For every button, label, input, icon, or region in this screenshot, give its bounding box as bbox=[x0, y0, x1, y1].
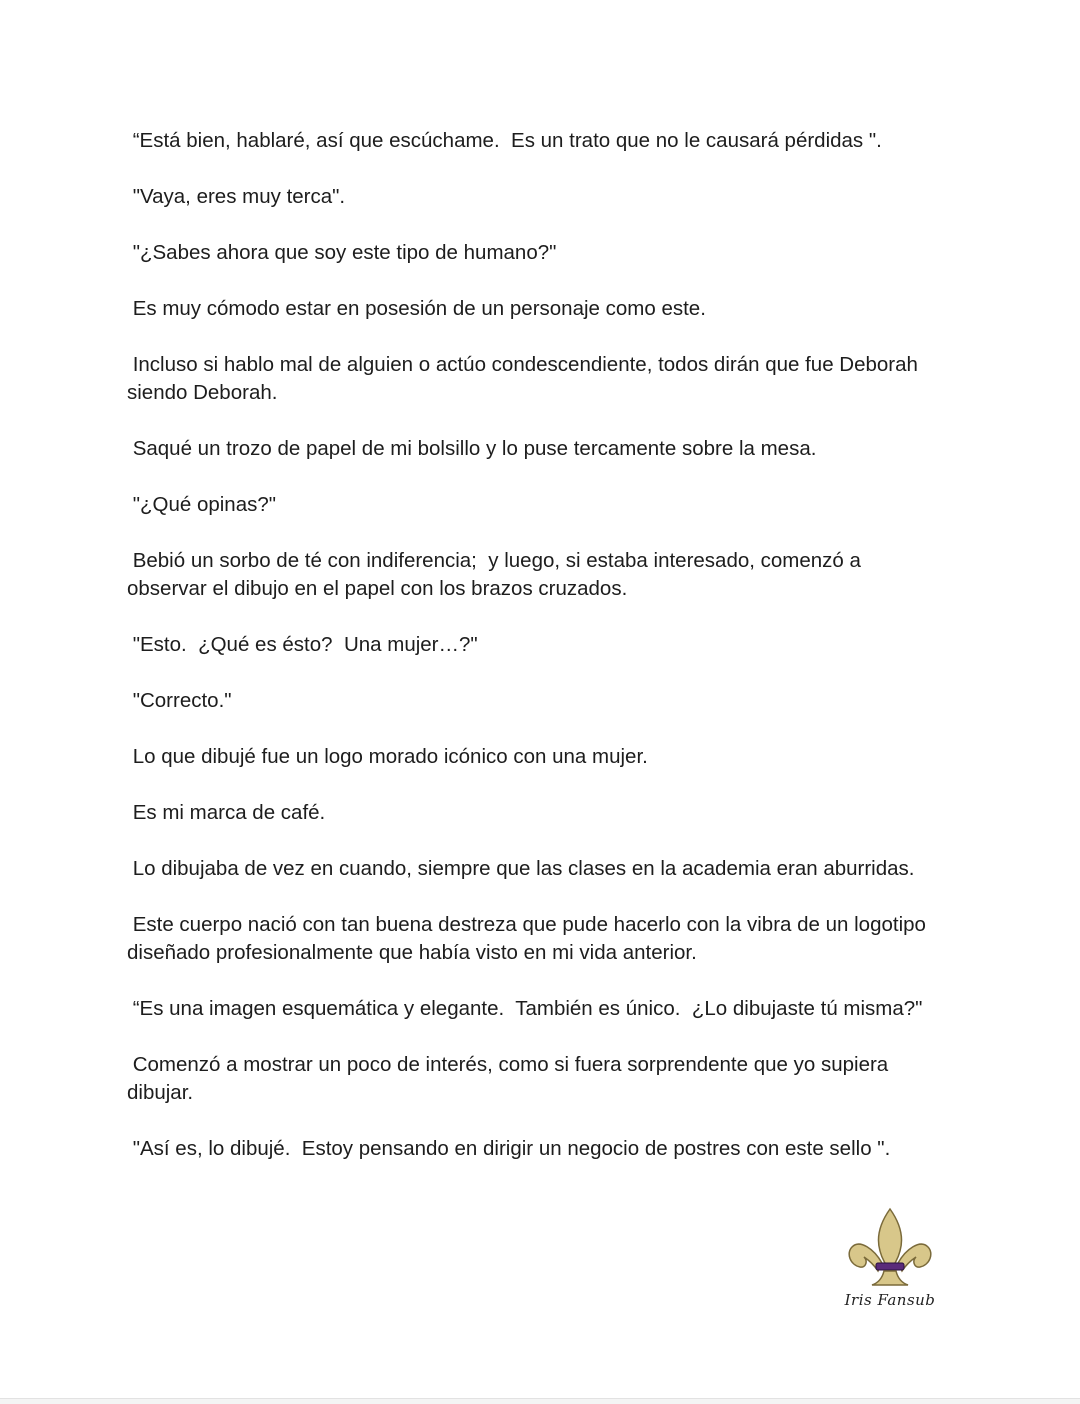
fleur-de-lis-icon bbox=[844, 1205, 936, 1291]
paragraph: Lo que dibujé fue un logo morado icónico con una mujer. bbox=[127, 745, 648, 768]
paragraph: "¿Qué opinas?" bbox=[127, 493, 277, 516]
paragraph: "Correcto." bbox=[127, 689, 232, 712]
paragraph: Incluso si hablo mal de alguien o actúo condescendiente, todos dirán que fue Deborah siendo Deborah. bbox=[127, 353, 918, 404]
paragraph: Bebió un sorbo de té con indiferencia; y luego, si estaba interesado, comenzó a observar el dibujo en el papel con los brazos cruzados. bbox=[127, 549, 861, 600]
paragraph: Es mi marca de café. bbox=[127, 801, 326, 824]
paragraph: "¿Sabes ahora que soy este tipo de humano?" bbox=[127, 241, 557, 264]
paragraph: "Así es, lo dibujé. Estoy pensando en dirigir un negocio de postres con este sello ". bbox=[127, 1137, 891, 1160]
paragraph: “Es una imagen esquemática y elegante. También es único. ¿Lo dibujaste tú misma?" bbox=[127, 997, 923, 1020]
paragraph: "Vaya, eres muy terca". bbox=[127, 185, 346, 208]
paragraph: Comenzó a mostrar un poco de interés, como si fuera sorprendente que yo supiera dibujar. bbox=[127, 1053, 889, 1104]
paragraph: Saqué un trozo de papel de mi bolsillo y lo puse tercamente sobre la mesa. bbox=[127, 437, 817, 460]
logo-caption: Iris Fansub bbox=[844, 1291, 936, 1309]
paragraph: Es muy cómodo estar en posesión de un personaje como este. bbox=[127, 297, 706, 320]
paragraph: "Esto. ¿Qué es ésto? Una mujer…?" bbox=[127, 633, 478, 656]
paragraph: Este cuerpo nació con tan buena destreza que pude hacerlo con la vibra de un logotipo diseñado profesionalmente que había visto en mi vida anterior. bbox=[127, 913, 926, 964]
paragraph: Lo dibujaba de vez en cuando, siempre que las clases en la academia eran aburridas. bbox=[127, 857, 915, 880]
paragraph: “Está bien, hablaré, así que escúchame. Es un trato que no le causará pérdidas ". bbox=[127, 129, 882, 152]
iris-fansub-logo bbox=[840, 1205, 940, 1315]
